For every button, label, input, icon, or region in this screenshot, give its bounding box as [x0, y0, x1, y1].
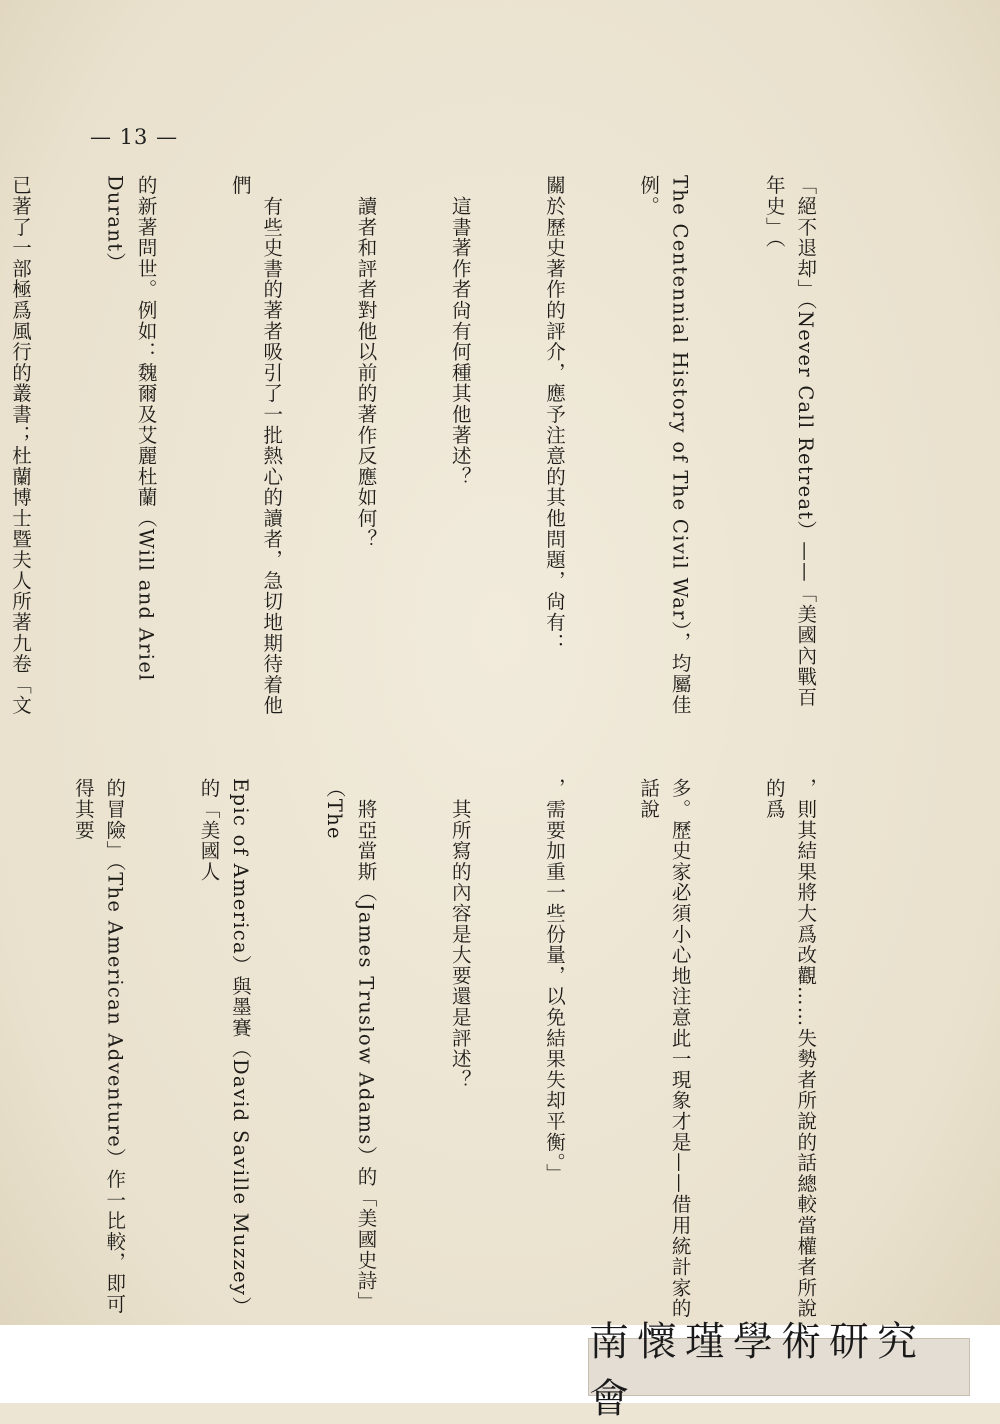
- text-line: Epic of America）與墨賽（David Saville Muzzey）的「美國人: [197, 778, 252, 1318]
- text-line: ，需要加重一些份量，以免結果失却平衡。」: [542, 778, 566, 1185]
- text-line: 其所寫的內容是大要還是評述？: [448, 778, 472, 1090]
- text-line: 已著了一部極爲風行的叢書；杜蘭博士暨夫人所著九卷「文: [9, 175, 33, 716]
- text-line: The Centennial History of The Civil War），均屬佳例。: [637, 175, 692, 716]
- text-line: ，則其結果將大爲改觀……失勢者所說的話總較當權者所說的爲: [762, 778, 818, 1319]
- text-line: 「絕不退却」（Never Call Retreat）——「美國內戰百年史」（: [762, 175, 818, 708]
- text-line: 有些史書的著者吸引了一批熱心的讀者，急切地期待着他們: [228, 175, 284, 716]
- text-column-top: [9, 175, 884, 723]
- watermark-text: 南懷瑾學術研究會: [589, 1319, 925, 1422]
- watermark-banner: [0, 1319, 1000, 1422]
- text-line: 多。歷史家必須小心地注意此一現象才是——借用統計家的話說: [637, 778, 692, 1319]
- text-line: 的冒險」（The American Adventure）作一比較，即可得其要: [71, 778, 127, 1315]
- text-line: [0, 778, 5, 1326]
- text-line: 關於歷史著作的評介，應予注意的其他問題，尙有：: [542, 175, 566, 654]
- text-column-bottom: [71, 778, 884, 1326]
- text-line: 的新著問世。例如：魏爾及艾麗杜蘭（Will and Ariel Durant）: [103, 175, 158, 690]
- text-line: 讀者和評者對他以前的著作反應如何？: [354, 175, 378, 550]
- text-line: 將亞當斯（James Truslow Adams）的「美國史詩」（The: [323, 778, 378, 1313]
- watermark-box: [588, 1319, 970, 1422]
- page-number: — 13 —: [90, 125, 179, 149]
- text-line: 這書著作者尙有何種其他著述？: [448, 175, 472, 487]
